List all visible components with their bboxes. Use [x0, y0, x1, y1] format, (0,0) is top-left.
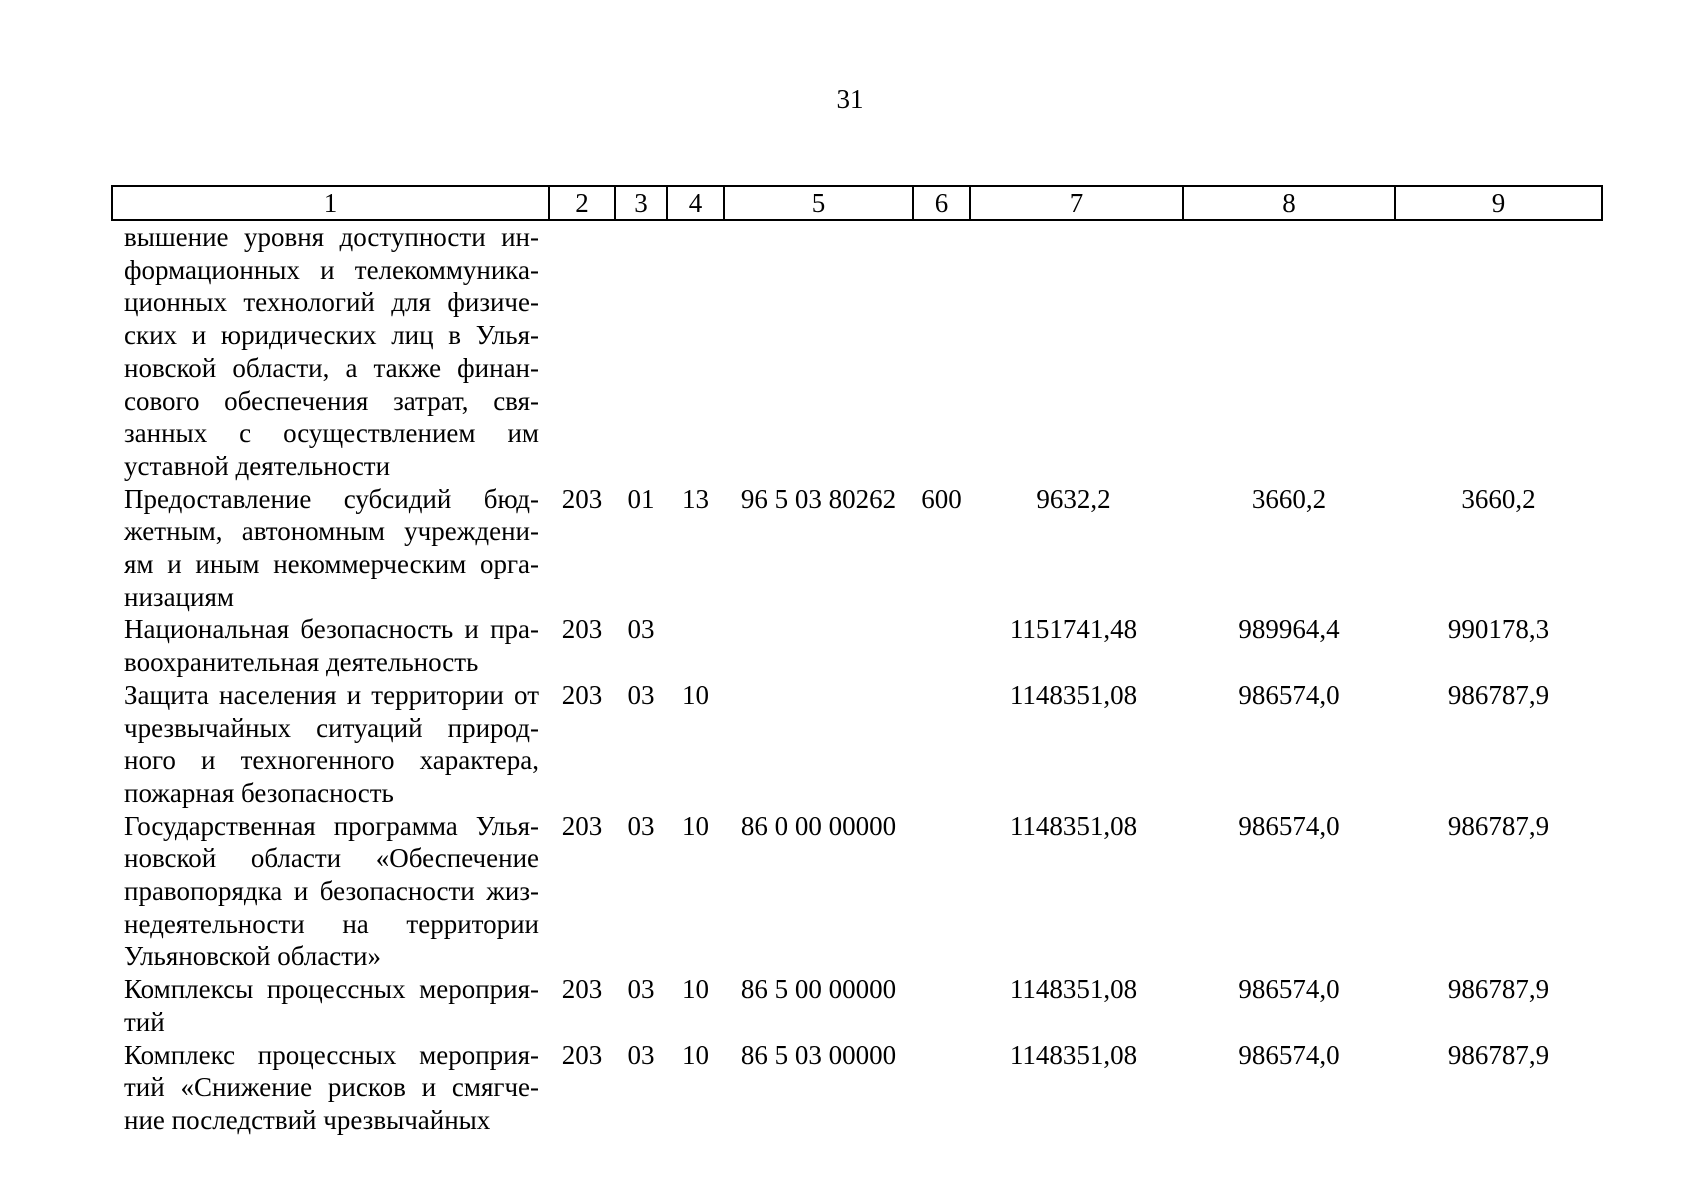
cell-c8 [1183, 220, 1395, 483]
column-header: 6 [913, 186, 970, 220]
cell-c6 [913, 220, 970, 483]
cell-c7: 1151741,48 [1009, 614, 1138, 645]
table-row [112, 973, 1602, 1038]
row-name: Предоставление субсидий бюд-жетным, автономным учреждени-ям и иным некоммерческим орга-низациям [124, 483, 539, 612]
table-row [112, 1039, 1602, 1137]
cell-c2 [549, 220, 615, 483]
cell-c2: 203 [561, 679, 603, 710]
cell-c9: 986787,9 [1447, 1039, 1550, 1070]
cell-c8: 989964,4 [1238, 614, 1340, 645]
cell-c5 [724, 220, 913, 483]
cell-c8: 986574,0 [1238, 1039, 1340, 1070]
cell-c7: 1148351,08 [1009, 974, 1138, 1005]
table-row [112, 220, 1602, 483]
cell-c4: 10 [682, 810, 709, 841]
budget-table [111, 185, 1603, 1137]
cell-c3: 03 [627, 614, 655, 645]
cell-c5: 96 5 03 80262 [740, 483, 897, 514]
row-name: вышение уровня доступности ин-формационных и телекоммуника-ционных технологий для физиче-ских и юридических лиц в Улья-новской области, а также финан-сового обеспечения затрат, свя-занных с осуществлением им уставной деятельности [124, 222, 539, 481]
cell-c3: 03 [627, 679, 655, 710]
cell-c5: 86 0 00 00000 [740, 810, 897, 841]
row-name: Комплексы процессных мероприя-тий [124, 974, 539, 1037]
cell-c9 [1395, 220, 1602, 483]
column-header: 7 [970, 186, 1183, 220]
cell-c6 [913, 810, 970, 974]
row-name: Защита населения и территории от чрезвычайных ситуаций природ-ного и техногенного характера, пожарная безопасность [124, 679, 539, 808]
column-header: 8 [1183, 186, 1395, 220]
page-number: 31 [836, 84, 864, 114]
cell-c4: 10 [682, 679, 709, 710]
cell-c5 [724, 613, 913, 678]
cell-c4: 10 [682, 1039, 709, 1070]
cell-c6: 600 [921, 483, 962, 514]
column-header: 2 [549, 186, 615, 220]
cell-c8: 986574,0 [1238, 679, 1340, 710]
cell-c2: 203 [561, 614, 603, 645]
row-name: Комплекс процессных мероприя-тий «Снижение рисков и смягче-ние последствий чрезвычайных [124, 1039, 539, 1135]
cell-c2: 203 [561, 1039, 603, 1070]
cell-c5: 86 5 03 00000 [740, 1039, 897, 1070]
cell-c2: 203 [561, 810, 603, 841]
cell-c6 [913, 1039, 970, 1137]
cell-c6 [913, 973, 970, 1038]
cell-c2: 203 [561, 483, 603, 514]
cell-c3: 03 [627, 810, 655, 841]
cell-c7: 9632,2 [1036, 483, 1111, 514]
cell-c4 [667, 220, 724, 483]
cell-c3: 01 [627, 483, 655, 514]
cell-c8: 3660,2 [1251, 483, 1327, 514]
column-header: 4 [667, 186, 724, 220]
table-row [112, 810, 1602, 974]
column-header: 3 [615, 186, 667, 220]
cell-c9: 990178,3 [1447, 614, 1550, 645]
cell-c2: 203 [561, 974, 603, 1005]
cell-c3: 03 [627, 1039, 655, 1070]
cell-c7: 1148351,08 [1009, 679, 1138, 710]
cell-c5 [724, 679, 913, 810]
cell-c9: 986787,9 [1447, 679, 1550, 710]
table-row [112, 613, 1602, 678]
column-header: 1 [112, 186, 549, 220]
row-name: Государственная программа Улья-новской области «Обеспечение правопорядка и безопасности жиз-недеятельности на территории Ульяновской области» [124, 810, 539, 972]
cell-c4 [667, 613, 724, 678]
cell-c7 [970, 220, 1183, 483]
cell-c7: 1148351,08 [1009, 810, 1138, 841]
column-header: 9 [1395, 186, 1602, 220]
cell-c9: 986787,9 [1447, 810, 1550, 841]
cell-c6 [913, 613, 970, 678]
table-header-row [112, 186, 1602, 220]
cell-c7: 1148351,08 [1009, 1039, 1138, 1070]
row-name: Национальная безопасность и пра-воохранительная деятельность [124, 614, 539, 678]
cell-c4: 13 [682, 483, 709, 514]
cell-c4: 10 [682, 974, 709, 1005]
cell-c9: 3660,2 [1461, 483, 1536, 514]
table-row [112, 483, 1602, 614]
cell-c8: 986574,0 [1238, 810, 1340, 841]
table-row [112, 679, 1602, 810]
column-header: 5 [724, 186, 913, 220]
cell-c6 [913, 679, 970, 810]
cell-c9: 986787,9 [1447, 974, 1550, 1005]
cell-c5: 86 5 00 00000 [740, 974, 897, 1005]
cell-c8: 986574,0 [1238, 974, 1340, 1005]
cell-c3: 03 [627, 974, 655, 1005]
cell-c3 [615, 220, 667, 483]
